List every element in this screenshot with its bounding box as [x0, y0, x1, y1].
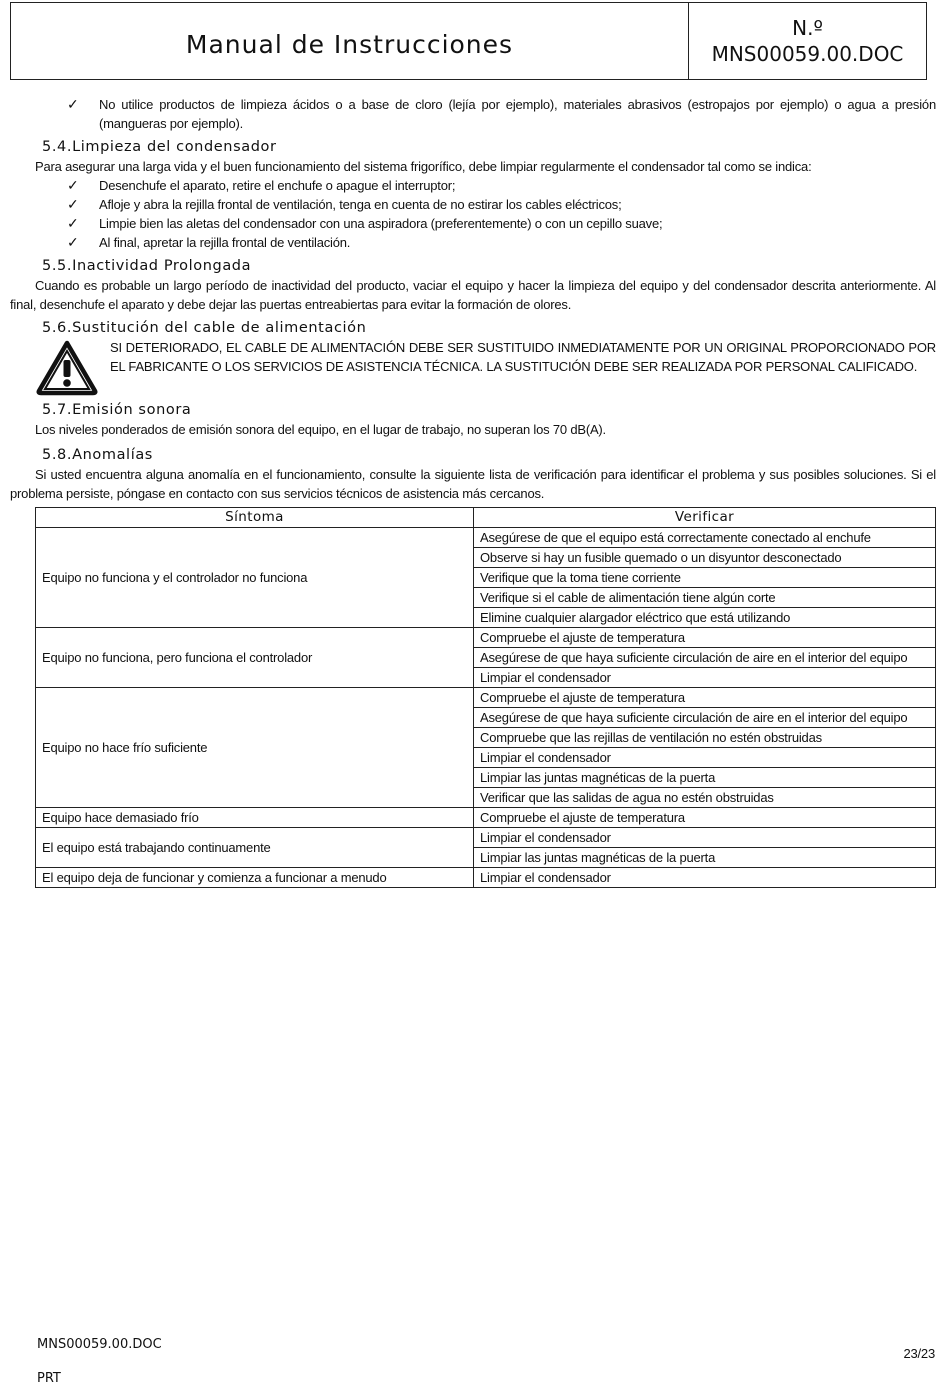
- list-item: [10, 233, 936, 252]
- check-cell: Verifique si el cable de alimentación tiene algún corte: [474, 588, 936, 608]
- table-row: [36, 868, 936, 888]
- check-cell: Verifique que la toma tiene corriente: [474, 568, 936, 588]
- check-cell: Limpiar el condensador: [474, 828, 936, 848]
- table-row: [36, 628, 936, 648]
- check-cell: Compruebe el ajuste de temperatura: [474, 688, 936, 708]
- section-heading-5-6: 5.6.Sustitución del cable de alimentación: [42, 320, 367, 336]
- check-cell: Limpiar las juntas magnéticas de la puerta: [474, 848, 936, 868]
- footer-doc-number: MNS00059.00.DOC: [37, 1337, 162, 1352]
- symptom-cell: Equipo hace demasiado frío: [36, 808, 474, 828]
- table-row: [36, 828, 936, 848]
- section-text-5-4: Para asegurar una larga vida y el buen funcionamiento del sistema frigorífico, debe limpiar regularmente el condensador tal como se indica:: [35, 159, 812, 174]
- list-item-text: Afloje y abra la rejilla frontal de ventilación, tenga en cuenta de no estirar los cables eléctricos;: [99, 197, 622, 212]
- table-row: [36, 688, 936, 708]
- check-cell: Limpiar el condensador: [474, 668, 936, 688]
- page-header: [10, 2, 927, 80]
- list-item-text: Limpie bien las aletas del condensador con una aspiradora (preferentemente) o con un cepillo suave;: [99, 216, 663, 231]
- symptom-cell: El equipo está trabajando continuamente: [36, 828, 474, 868]
- table-row: [36, 808, 936, 828]
- checkmark-icon: ✓: [67, 177, 79, 193]
- table-header-row: [36, 508, 936, 528]
- check-cell: Asegúrese de que haya suficiente circulación de aire en el interior del equipo: [474, 708, 936, 728]
- page-footer: [37, 1328, 162, 1396]
- document-number: MNS00059.00.DOC: [711, 42, 904, 66]
- list-item: [10, 95, 936, 133]
- page-content: [10, 95, 936, 888]
- check-cell: Asegúrese de que haya suficiente circulación de aire en el interior del equipo: [474, 648, 936, 668]
- footer-language: PRT: [37, 1371, 61, 1386]
- document-number-box: [688, 3, 926, 79]
- section-heading-5-5: 5.5.Inactividad Prolongada: [42, 258, 252, 274]
- symptom-cell: Equipo no funciona, pero funciona el controlador: [36, 628, 474, 688]
- list-item-text: Al final, apretar la rejilla frontal de ventilación.: [99, 235, 351, 250]
- checkmark-icon: ✓: [67, 234, 79, 250]
- check-cell: Verificar que las salidas de agua no estén obstruidas: [474, 788, 936, 808]
- checkmark-icon: ✓: [67, 96, 79, 112]
- checkmark-icon: ✓: [67, 196, 79, 212]
- section-heading-5-4: 5.4.Limpieza del condensador: [42, 139, 277, 155]
- section-heading-5-8: 5.8.Anomalías: [42, 447, 153, 463]
- document-number-label: N.º: [792, 16, 823, 40]
- symptom-cell: Equipo no hace frío suficiente: [36, 688, 474, 808]
- section-text-5-8: Si usted encuentra alguna anomalía en el funcionamiento, consulte la siguiente lista de verificación para identificar el problema y sus posibles soluciones. Si el problema persiste, póngase en contacto con sus servicios técnicos de asistencia más cercanos.: [10, 467, 936, 501]
- checkmark-icon: ✓: [67, 215, 79, 231]
- anomalies-table: [35, 507, 936, 888]
- check-cell: Compruebe el ajuste de temperatura: [474, 628, 936, 648]
- list-item: [10, 176, 936, 195]
- warning-text: SI DETERIORADO, EL CABLE DE ALIMENTACIÓN DEBE SER SUSTITUIDO INMEDIATAMENTE POR UN ORIGINAL PROPORCIONADO POR EL FABRICANTE O LOS SERVICIOS DE ASISTENCIA TÉCNICA. LA SUSTITUCIÓN DEBE SER REALIZADA POR PERSONAL CALIFICADO.: [110, 340, 936, 374]
- check-cell: Limpiar el condensador: [474, 868, 936, 888]
- check-cell: Compruebe el ajuste de temperatura: [474, 808, 936, 828]
- check-cell: Observe si hay un fusible quemado o un disyuntor desconectado: [474, 548, 936, 568]
- page-number: 23/23: [903, 1346, 935, 1361]
- list-item: [10, 195, 936, 214]
- list-item-text: No utilice productos de limpieza ácidos o a base de cloro (lejía por ejemplo), materiales abrasivos (estropajos por ejemplo) o agua a presión (mangueras por ejemplo).: [99, 97, 936, 131]
- warning-icon: [36, 340, 98, 396]
- check-cell: Asegúrese de que el equipo está correctamente conectado al enchufe: [474, 528, 936, 548]
- check-cell: Limpiar el condensador: [474, 748, 936, 768]
- warning-block: [10, 338, 936, 394]
- check-cell: Compruebe que las rejillas de ventilación no estén obstruidas: [474, 728, 936, 748]
- list-item: [10, 214, 936, 233]
- check-cell: Limpiar las juntas magnéticas de la puerta: [474, 768, 936, 788]
- section-text-5-7: Los niveles ponderados de emisión sonora del equipo, en el lugar de trabajo, no superan los 70 dB(A).: [35, 422, 606, 437]
- document-title: Manual de Instrucciones: [185, 30, 514, 59]
- list-item-text: Desenchufe el aparato, retire el enchufe o apague el interruptor;: [99, 178, 456, 193]
- check-cell: Elimine cualquier alargador eléctrico que está utilizando: [474, 608, 936, 628]
- column-header-check: Verificar: [474, 508, 936, 528]
- column-header-symptom: Síntoma: [36, 508, 474, 528]
- table-row: [36, 528, 936, 548]
- symptom-cell: El equipo deja de funcionar y comienza a funcionar a menudo: [36, 868, 474, 888]
- section-text-5-5: Cuando es probable un largo período de inactividad del producto, vaciar el equipo y hacer la limpieza del equipo y del condensador descrita anteriormente. Al final, desenchufe el aparato y debe dejar las puertas entreabiertas para evitar la formación de olores.: [10, 278, 936, 312]
- symptom-cell: Equipo no funciona y el controlador no funciona: [36, 528, 474, 628]
- section-heading-5-7: 5.7.Emisión sonora: [42, 402, 192, 418]
